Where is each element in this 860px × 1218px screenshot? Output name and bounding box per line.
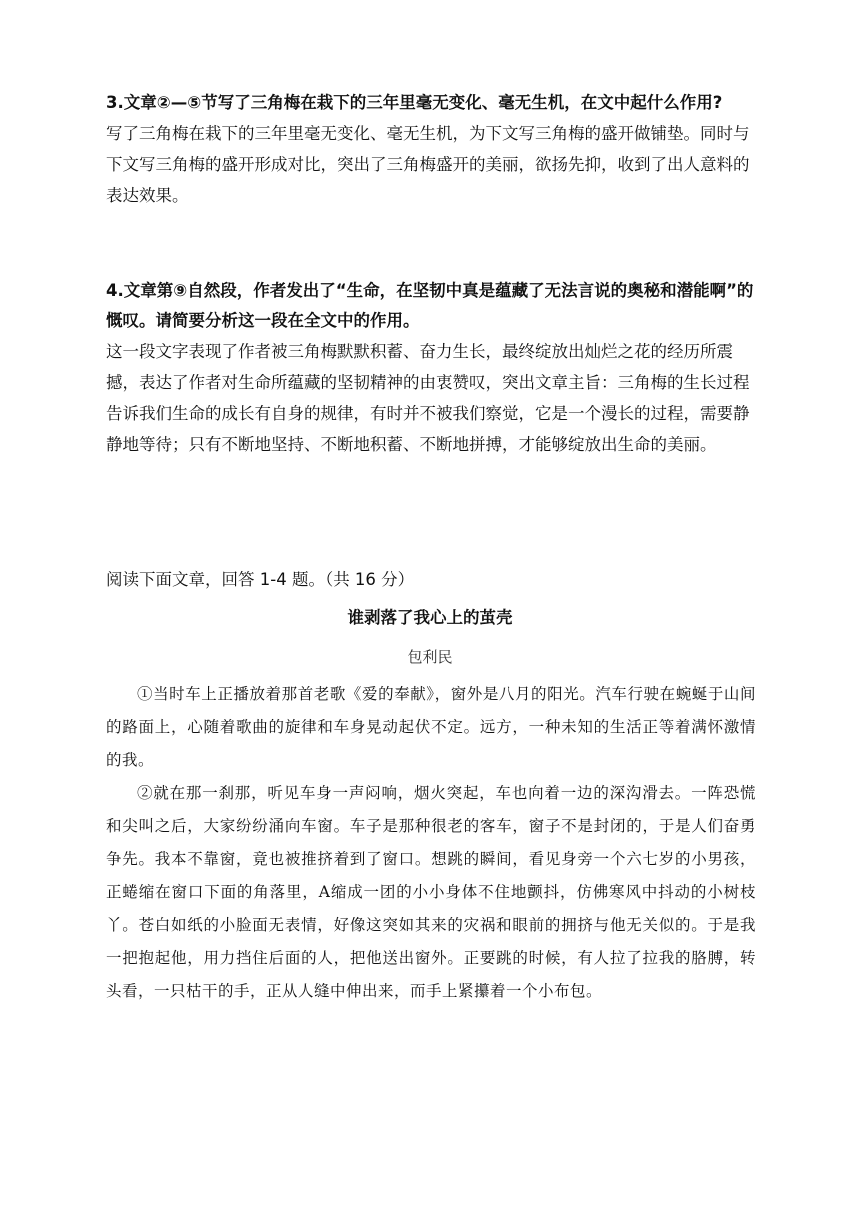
- article-paragraph-2: ②就在那一刹那，听见车身一声闷响，烟火突起，车也向着一边的深沟滑去。一阵恐慌和尖叫之后，大家纷纷涌向车窗。车子是那种很老的客车，窗子不是封闭的，于是人们奋勇争先。我本不靠窗，竟也被推挤着到了窗口。想跳的瞬间，看见身旁一个六七岁的小男孩，正蜷缩在窗口下面的角落里，A缩成一团的小小身体不住地颤抖，仿佛寒风中抖动的小树枝丫。苍白如纸的小脸面无表情，好像这突如其来的灾祸和眼前的拥挤与他无关似的。于是我一把抱起他，用力挡住后面的人，把他送出窗外。正要跳的时候，有人拉了拉我的胳膊，转头看，一只枯干的手，正从人缝中伸出来，而手上紧攥着一个小布包。: [106, 784, 756, 1000]
- question-4-answer: 这一段文字表现了作者被三角梅默默积蓄、奋力生长，最终绽放出灿烂之花的经历所震撼，表达了作者对生命所蕴藏的坚韧精神的由衷赞叹，突出文章主旨：三角梅的生长过程告诉我们生命的成长有自身的规律，有时并不被我们察觉，它是一个漫长的过程，需要静静地等待；只有不断地坚持、不断地积蓄、不断地拼搏，才能够绽放出生命的美丽。: [106, 342, 750, 454]
- question-4-text: 4.文章第⑨自然段，作者发出了“生命，在坚韧中真是蕴藏了无法言说的奥秘和潜能啊”的慨叹。请简要分析这一段在全文中的作用。: [106, 281, 754, 330]
- question-3-answer: 写了三角梅在栽下的三年里毫无变化、毫无生机，为下文写三角梅的盛开做铺垫。同时与下文写三角梅的盛开形成对比，突出了三角梅盛开的美丽，欲扬先抑，收到了出人意料的表达效果。: [106, 124, 750, 205]
- question-3: [106, 88, 756, 211]
- reading-instruction: 阅读下面文章，回答 1-4 题。（共 16 分）: [106, 570, 415, 589]
- article-paragraph-1: ①当时车上正播放着那首老歌《爱的奉献》，窗外是八月的阳光。汽车行驶在蜿蜒于山间的路面上，心随着歌曲的旋律和车身晃动起伏不定。远方，一种未知的生活正等着满怀激情的我。: [106, 685, 756, 769]
- article-author: 包利民: [407, 648, 453, 666]
- question-3-text: 3.文章②—⑤节写了三角梅在栽下的三年里毫无变化、毫无生机，在文中起什么作用?: [106, 93, 723, 112]
- question-4: [106, 276, 756, 460]
- article-title: 谁剥落了我心上的茧壳: [347, 608, 513, 627]
